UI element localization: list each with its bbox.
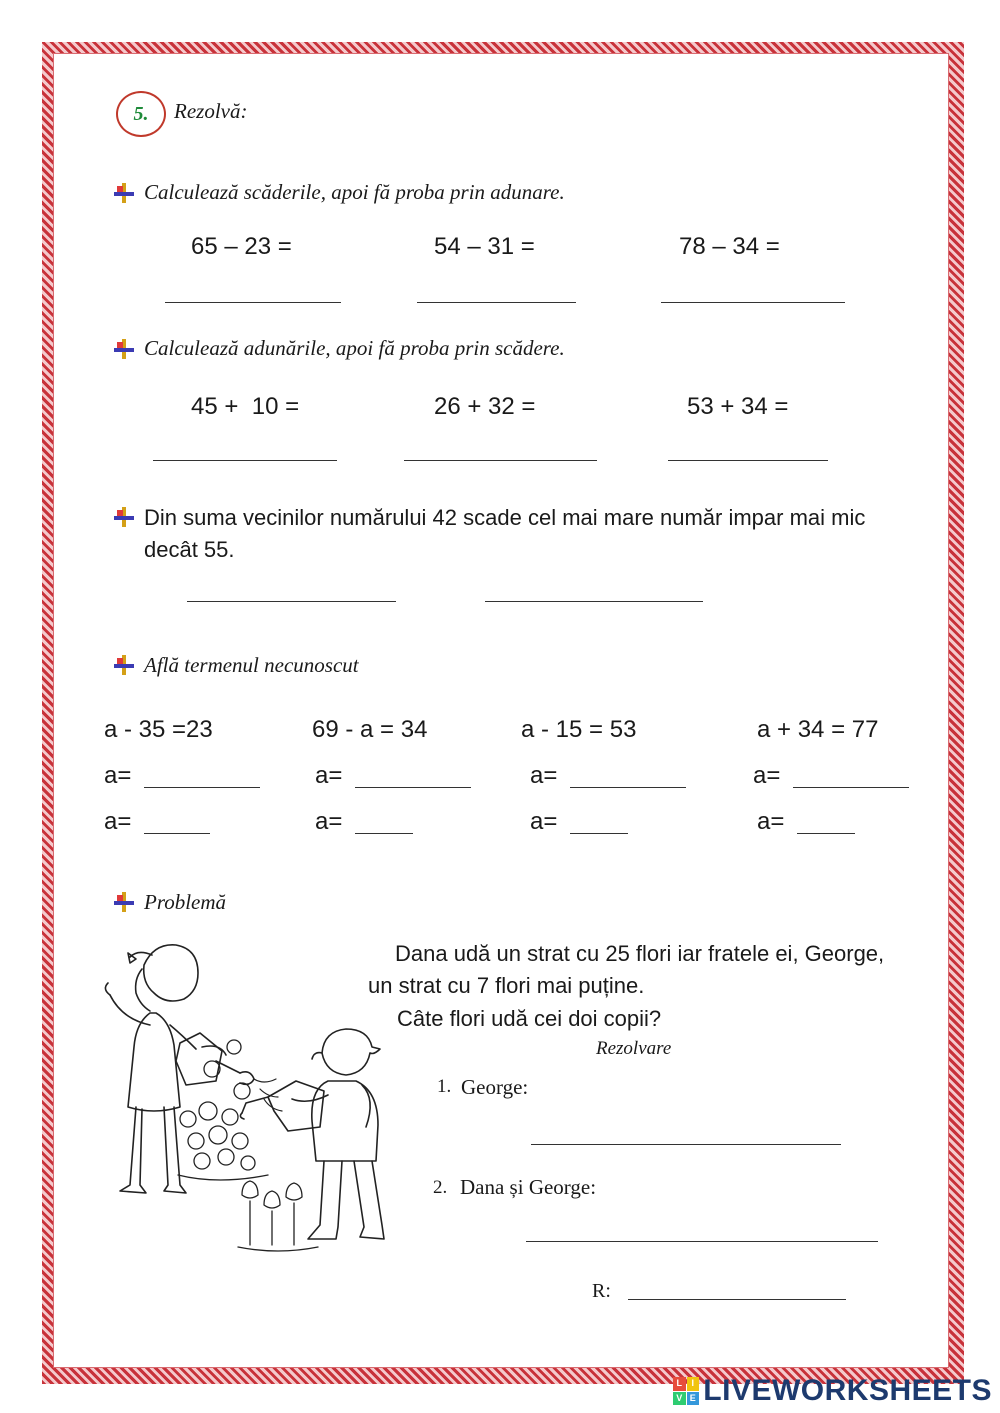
step2-label: Dana și George: [460,1175,597,1199]
section2-heading: Calculează adunările, apoi fă proba prin scădere. [144,336,565,360]
step1-number: 1. [437,1076,452,1097]
answer-line[interactable] [144,787,260,788]
result-label: R: [592,1280,611,1302]
section3-text-line2: decât 55. [144,537,235,562]
answer-line[interactable] [668,460,828,461]
answer-line[interactable] [661,302,845,303]
problem-line3: Câte flori udă cei doi copii? [397,1006,662,1031]
answer-label: a= [530,762,558,789]
problem-line1: Dana udă un strat cu 25 flori iar fratele ei, George, [395,941,885,966]
exercise-number: 5. [116,91,166,137]
answer-label: a= [530,808,558,835]
bullet-icon [114,339,134,359]
brand-name: LIVEWORKSHEETS [703,1374,992,1407]
answer-label: a= [315,808,343,835]
equation: 65 – 23 = [191,233,292,260]
answer-line[interactable] [570,787,686,788]
section3-text-line1: Din suma vecinilor numărului 42 scade cel mai mare număr impar mai mic [144,505,866,530]
liveworksheets-logo [673,1374,992,1408]
answer-line[interactable] [628,1299,846,1300]
bullet-icon [114,183,134,203]
equation: 78 – 34 = [679,233,780,260]
answer-line[interactable] [355,787,471,788]
equation: 26 + 32 = [434,393,536,420]
answer-label: a= [104,808,132,835]
equation: a + 34 = 77 [757,716,879,743]
answer-line[interactable] [355,833,413,834]
answer-line[interactable] [187,601,396,602]
step1-label: George: [461,1075,529,1099]
section1-heading: Calculează scăderile, apoi fă proba prin adunare. [144,180,565,204]
equation: a - 35 =23 [104,716,213,743]
section4-heading: Află termenul necunoscut [144,653,359,677]
answer-label: a= [757,808,785,835]
bullet-icon [114,655,134,675]
solution-title: Rezolvare [596,1038,672,1059]
bullet-icon [114,892,134,912]
equation: a - 15 = 53 [521,716,637,743]
bullet-icon [114,507,134,527]
answer-line[interactable] [531,1144,841,1145]
answer-line[interactable] [417,302,576,303]
answer-line[interactable] [153,460,337,461]
section5-heading: Problemă [144,890,227,914]
answer-label: a= [753,762,781,789]
answer-line[interactable] [793,787,909,788]
equation: 45 + 10 = [191,393,300,420]
answer-line[interactable] [526,1241,878,1242]
answer-label: a= [104,762,132,789]
exercise-title: Rezolvă: [174,99,248,123]
equation: 53 + 34 = [687,393,789,420]
equation: 54 – 31 = [434,233,535,260]
answer-line[interactable] [404,460,597,461]
step2-number: 2. [433,1177,448,1198]
children-watering-flowers-illustration [92,935,412,1265]
answer-label: a= [315,762,343,789]
liveworksheets-badge-icon: L I V E [673,1377,699,1405]
answer-line[interactable] [570,833,628,834]
answer-line[interactable] [165,302,341,303]
answer-line[interactable] [797,833,855,834]
answer-line[interactable] [144,833,210,834]
answer-line[interactable] [485,601,703,602]
equation: 69 - a = 34 [312,716,428,743]
problem-line2: un strat cu 7 flori mai puține. [368,973,645,998]
